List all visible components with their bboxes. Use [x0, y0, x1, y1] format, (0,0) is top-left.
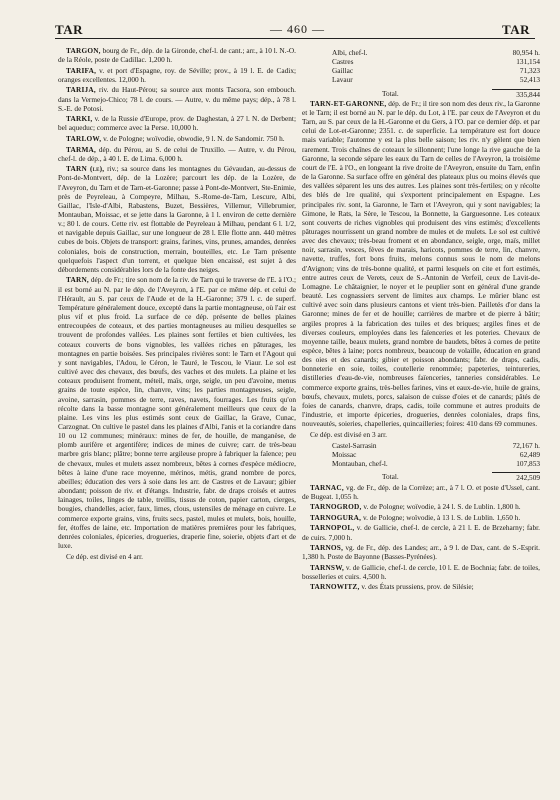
arrondissement-name: Gaillac: [332, 66, 354, 76]
population-table-tarn: [302, 48, 540, 85]
entry-text: v. de Gallicie, chef-l. de cercle, à 21 l. E. de Brzeharny; fabr. de cuirs. 7,000 h.: [302, 523, 540, 542]
entry-text: Ce dép. est divisé en 3 arr.: [310, 429, 388, 439]
entry-text: v. et port d'Espagne, roy. de Séville; prov., à 19 l. E. de Cadix; oranges excellentes. 12,000 h.: [58, 65, 297, 84]
entry-text: Ce dép. est divisé en 4 arr.: [66, 551, 144, 561]
entry-text: dép. de Fr.; tire son nom de la riv. de Tarn qui le traverse de l'E. à l'O.; il est borné au N. par le dép. de l'Aveyron, à l'E. par ce même dép. et celui de l'Hérault, au S. par ceux de l'Aude et de la H.-Garonne; 379 l. c. de superf. Température généralement douce, excepté dans la partie montagneuse, où l'air est plus vif et plus froid. La surface de ce dép. présente de belles plaines entrecoupées de coteaux, et des parties montagneuses au milieu desquelles se trouvent de profondes vallées. Les plaines sont fertiles et bien cultivées, les coteaux couverts de bons vignobles, les vallées riches en pâturages, les montagnes en partie boisées. Ses principales rivières sont: le Tarn et l'Agout qui y sont navigables, l'Adou, le Céron, le Tauré, le Tescou, le Viaur. Le sol est cultivé avec des chevaux, des bœufs, des vaches et des mulets. La plaine et les coteaux produisent froment, méteil, maïs, orge, seigle, un peu d'avoine, menus grains de toute espèce, lin, chanvre, vins; les parties montagneuses, seigle, avoine, sarrasin, pommes de terre, raves, navets, fourrages. Les fruits qu'on récolte dans la basse montagne sont généralement meilleurs que ceux de la plaine. Les vins les plus estimés sont ceux de Gaillac, la Grave, Cunac, Carzognat. On cultive le pastel dans les plaines d'Albi, l'anis et la coriandre dans 10 ou 12 communes; minéraux: mines de fer, de houille, de manganèse, de plomb aurifère et argentifère; indices de mines de cuivre; carr. de très-beau marbre gris blanc; plâtre; bonne terre argileuse propre à fabriquer la faïence; peu de chevaux, mules et mulets assez nombreux, bêtes à cornes d'espèce médiocre, bêtes à laine d'une race moyenne, mérinos, métis, grand nombre de porcs, abeilles; éducation des vers à soie dans les arr. de Castres et de Lavaur; gibier abondant; poisson de riv. et d'étangs. Industrie, fabr. de draps croisés et autres lainages, toiles, linges de table, treillis, tissus de coton, papier carton, cierges, bougies, chandelles, acier, faux, limes, clous, ustensiles de ménage en cuivre. Le commerce exporte grains, vins, fruits secs, pastel, mules et mulets, bois, houille, fer, étoffes de laine, etc. Importation de matières premières pour les fabriques, denrées coloniales, épiceries, drogueries, draperie fine, soierie, objets d'art et de luxe.: [58, 275, 296, 551]
page-number: — 460 —: [270, 22, 325, 36]
dictionary-entry: [58, 46, 296, 64]
page-header: [0, 16, 560, 42]
table-row: [302, 441, 540, 450]
entry-text: dép. du Pérou, au S. de celui de Truxillo. — Autre, v. du Pérou, chef-l. de dép., à 40 l. E. de Lima. 6,000 h.: [58, 144, 296, 163]
entry-text: v. de Pologne; woïvodie, à 13 l. S. de Lublin. 1,650 h.: [362, 512, 521, 522]
population-value: 80,954 h.: [512, 48, 540, 57]
right-column: [302, 46, 540, 593]
entry-headword: TARIJA,: [66, 85, 96, 95]
dictionary-entry: [302, 582, 540, 591]
dictionary-entry: [58, 145, 296, 163]
entry-text: v. de la Russie d'Europe, prov. de Daghestan, à 27 l. N. de Derbent; bel aqueduc; commerce avec la Perse. 10,000 h.: [58, 114, 296, 133]
entry-headword: TARNOGROD,: [310, 502, 362, 512]
arrondissement-name: Albi, chef-l.: [332, 48, 368, 57]
dictionary-entry: [58, 66, 296, 84]
total-value: 242,509: [492, 472, 540, 482]
entry-headword: TARNSW,: [310, 562, 345, 572]
population-value: 72,167 h.: [512, 440, 540, 450]
total-label: Total.: [382, 472, 399, 482]
population-value: 62,489: [519, 450, 540, 460]
entry-headword: TARLOW,: [66, 133, 102, 143]
entry-headword: TARNOGURA,: [310, 512, 362, 522]
dictionary-entry: [302, 523, 540, 541]
entry-headword: TARNOS,: [310, 543, 344, 553]
population-value: 107,853: [516, 459, 540, 469]
arrondissement-name: Lavaur: [332, 75, 353, 85]
entry-text: v. de Pologne; woïvodie, obwodie, 9 l. N. de Sandomir. 750 h.: [103, 133, 285, 143]
entry-headword: TARMA,: [66, 144, 97, 154]
entry-text: v. de Pologne; woïvodie, à 24 l. S. de Lublin. 1,800 h.: [363, 502, 521, 512]
dictionary-entry: [302, 430, 540, 439]
table-row: [302, 57, 540, 66]
entry-headword: TARN-ET-GARONNE,: [310, 98, 387, 108]
dictionary-entry: [58, 85, 296, 112]
dictionary-entry: [302, 513, 540, 522]
entry-headword: TARNAC,: [310, 482, 344, 492]
entry-text: dép. de Fr.; il tire son nom des deux riv., la Garonne et le Tarn; il est borné au N. par le dép. du Lot, à l'E. par ceux de l'Aveyron et du Tarn, au S. par ceux de la H.-Garonne et du Gers, à l'O. par ce dernier dép. et par celui de Lot-et-Garonne; 2351. c. de superficie. La température est fort douce mais variable; l'automne y est la plus belle saison; les riv. n'y gèlent que bien rarement. Trois chaînes de coteaux le sillonnent; l'une longe la rive gauche de la Garonne, la seconde sépare les eaux du Tarn de celles de l'Aveyron, la troisième court de l'E. à l'O., en longeant la rive droite de l'Aveyron, ensuite du Tarn, enfin de la Garonne. Sa surface offre en général des plateaux plus ou moins élevés que des vallées séparent les uns des autres. Les plaines sont très-fertiles; on y récolte des blés de 1re qualité, qui s'exportent principalement en Espagne. Les principales riv. sont, la Garonne, le Tarn et l'Aveyron, qui y sont navigables; la Gimone, le Rats, la Sère, le Tescou, la Bonnette, la Garguesonne. Les coteaux sont couverts de riches vignobles qui produisent des vins estimés; d'excellents pâturages nourrissent un grand nombre de mules et de mulets. Le sol est cultivé avec des chevaux; très-beau froment et en abondance, seigle, orge, maïs, millet noir, sarrasin, vesces, fèves de marais, haricots, pommes de terre, lin, chanvre, navette, truffes, fort bons fruits, melons connus sous le nom de melons d'Avignon; vins de très-bonne qualité, et parmi lesquels on cite et fort estimés, entre autres ceux de Verets, ceux de S.-Antonin de Verfeil, ceux de Lavit-de-Lomagne. Le châtaignier, le noyer et le peuplier sont en général d'une grande beauté. Les cognassiers servent de limites aux champs. Le mûrier blanc est cultivé avec soin dans plusieurs cantons et vient très-bien. Pailletés d'or dans la Garonne; mines de fer et de houille; carrières de marbre et de pierre à bâtir; argiles propres à la fabrication des tuiles et des briques; argiles fines et de diverses couleurs, employées dans les faïenceries et les poteries. Chevaux de moyenne taille, beaux mulets, grand nombre de baudets, bêtes à cornes de petite espèce, bêtes à laine; porcs nombreux, beaucoup de volaille, éducation en grand des oies et des canards; gibier et poisson abondants; fabr. de draps, cadis, bonneterie en soie, toiles, coutellerie renommée; papeteries, teintureries, distilleries d'eau-de-vie, nombreuses faïenceries, tanneries considérables. Le commerce exporte grains, très-belles farines, vins et eaux-de-vie, huile de grains, bœufs, chevaux, mulets, porcs, salaison de cuisse d'oies et de canards; pâtés de foies de canards, chanvre, draps, cadis, toile commune et autres produits de l'industrie, et importe épiceries, drogueries, denrées coloniales, draps fins, nouveautés, soieries, chapelleries, quincailleries; foires: 410 dans 69 communes.: [302, 98, 541, 429]
table-row: [302, 75, 540, 84]
total-value: 335,844: [492, 89, 540, 99]
arrondissement-name: Montauban, chef-l.: [332, 459, 388, 469]
table-total-row: [302, 472, 540, 482]
arrondissement-name: Castel-Sarrasin: [332, 440, 377, 450]
arrondissement-name: Castres: [332, 57, 354, 67]
population-value: 71,323: [519, 66, 540, 76]
dictionary-entry: [58, 134, 296, 143]
entry-headword: TARKI,: [66, 114, 93, 124]
dictionary-entry: [302, 563, 540, 581]
entry-headword: TARN,: [66, 275, 89, 285]
dictionary-entry: [58, 275, 296, 550]
population-value: 131,154: [516, 57, 540, 67]
entry-text: v. des États prussiens, prov. de Silésie;: [361, 582, 474, 592]
entry-text: vg. de Fr., dép. de la Corrèze; arr., à 7 l. O. et poste d'Ussel, cant. de Bugeat. 1,055 h.: [302, 482, 541, 501]
arrondissement-name: Moissac: [332, 450, 357, 460]
entry-headword: TARIFA,: [66, 65, 97, 75]
total-label: Total.: [382, 88, 399, 98]
table-row: [302, 66, 540, 75]
table-total-row: [302, 89, 540, 99]
entry-headword: TARN (le),: [66, 164, 105, 174]
dictionary-entry: [58, 552, 296, 561]
left-column: [58, 46, 296, 562]
dictionary-entry: [302, 483, 540, 501]
entry-text: vg. de Fr., dép. des Landes; arr., à 9 l. de Dax, cant. de S.-Esprit. 1,380 h. Poste de Bayonne (Basses-Pyrénées).: [302, 543, 540, 562]
entry-text: v. de Gallicie, chef-l. de cercle, 10 l. E. de Bochnia; fabr. de toiles, bosselleries et cuirs. 4,500 h.: [302, 562, 540, 581]
entry-text: riv. du Haut-Pérou; sa source aux monts Tacsora, son embouch. dans la Vermejo-Chico; 78 l. de cours. — Autre, v. du même pays; dép., à 78 l. S.-E. de Potosi.: [58, 85, 296, 113]
table-row: [302, 459, 540, 468]
entry-headword: TARNOPOL,: [310, 523, 355, 533]
dictionary-entry: [58, 114, 296, 132]
dictionary-entry: [58, 164, 296, 274]
population-table-tarn-et-garonne: [302, 441, 540, 468]
right-column-entries-bottom: [302, 483, 540, 592]
entry-headword: TARNOWITZ,: [310, 582, 360, 592]
header-rule: [55, 38, 535, 39]
header-left-guide: TAR: [55, 22, 83, 37]
population-value: 52,413: [519, 75, 540, 85]
right-column-entries: [302, 99, 540, 439]
dictionary-entry: [302, 99, 540, 429]
dictionary-entry: [302, 502, 540, 511]
dictionary-entry: [302, 543, 540, 561]
entry-text: bourg de Fr., dép. de la Gironde, chef-l. de cant.; arr., à 10 l. N.-O. de la Réole, poste de Cadillac. 1,200 h.: [58, 46, 296, 65]
entry-text: riv.; sa source dans les montagnes du Gévaudan, au-dessus de Pont-de-Montvert, dép. de la Lozère; parcourt les dép. de la Lozère, de l'Aveyron, du Tarn et de Tarn-et-Garonne; passe à Pont-de-Montvert, Ste-Enimie, près de Peyreleau, à Compeyre, Milhau, S.-Rome-de-Tarn, Lescure, Albi, Gaillac, l'Isle-d'Albi, Rabastens, Buzet, Bessières, Villemur, Villebrumier, Montauban, Moissac, et se jette dans la Garonne, à 1 l. environ de cette dernière v.; 80 l. de cours. Cette riv. est flottable de Peyreleau à Milhau, pendant 6 l. 1/2, et navigable depuis Gaillac, sur une longueur de 28 l. Elle flotte ann. 440 mètres cubes de bois. Objets de transport: grains, farines, vins, prunes, amandes, denrées coloniales, bois de construction, merrain, bouteilles, etc. Le Tarn présente quelquefois l'aspect d'un torrent, et quelque bien encaissé, est sujet à des débordements considérables lors de la fonte des neiges.: [58, 164, 297, 274]
table-row: [302, 48, 540, 57]
table-row: [302, 450, 540, 459]
header-right-guide: TAR: [502, 22, 530, 37]
entry-headword: TARGON,: [66, 46, 101, 55]
